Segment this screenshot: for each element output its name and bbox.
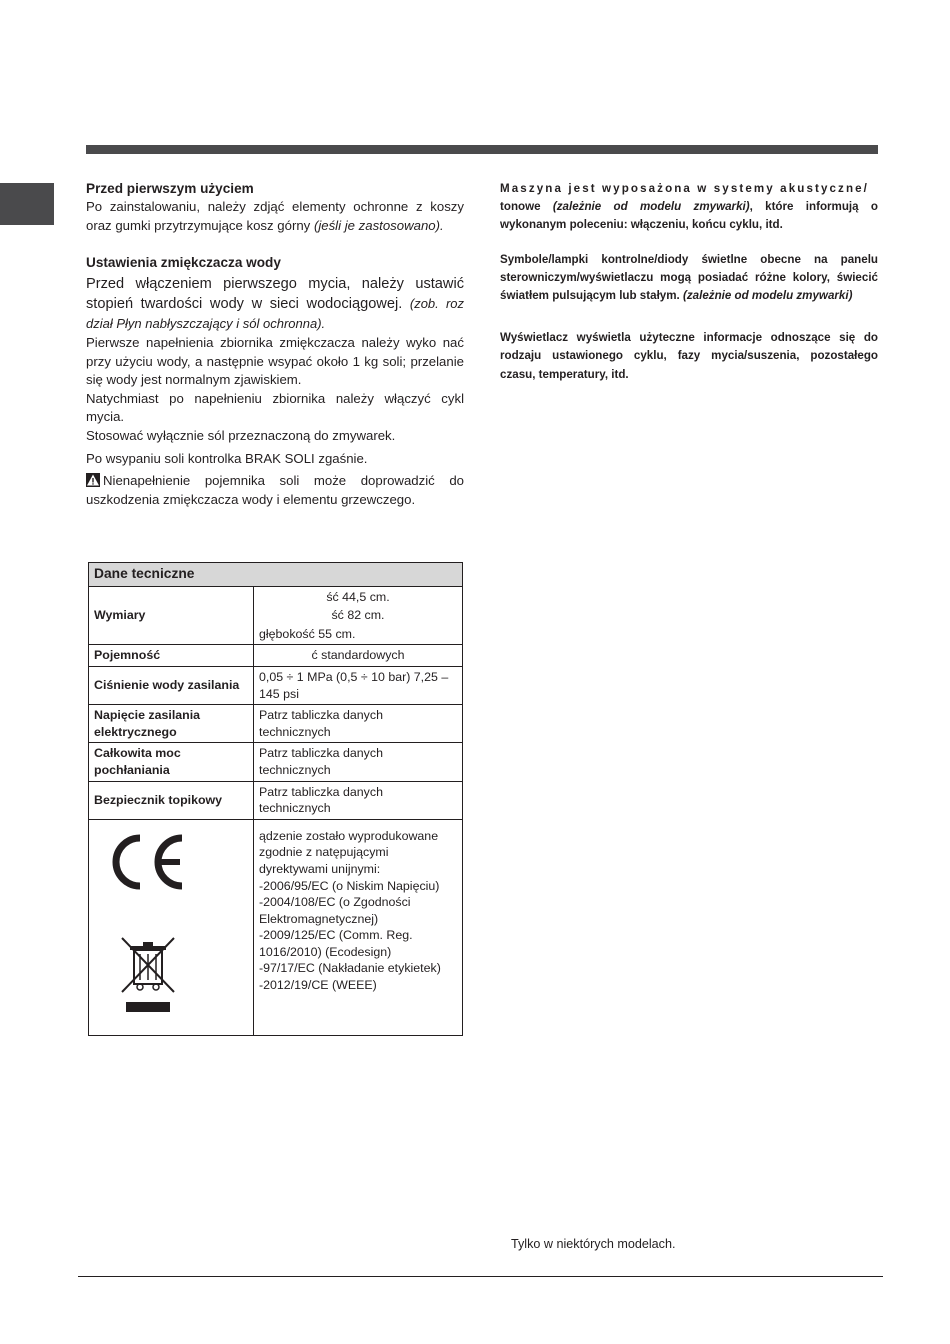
directive-item: -2012/19/CE (WEEE)	[259, 978, 377, 993]
row-label: Pojemność	[89, 645, 254, 667]
heading-water-softener: Ustawienia zmiękczacza wody	[86, 255, 281, 270]
row-label: Wymiary	[89, 586, 254, 645]
table-row	[89, 705, 463, 743]
compliance-icons-cell	[89, 819, 254, 1035]
directive-item: -2009/125/EC (Comm. Reg. 1016/2010) (Ecodesign)	[259, 928, 413, 959]
compliance-text-cell	[254, 819, 463, 1035]
section-first-use	[86, 180, 464, 235]
crossed-bin-icon	[118, 936, 178, 1016]
directive-item: -97/17/EC (Nakładanie etykietek)	[259, 961, 441, 976]
row-value: Patrz tabliczka danych technicznych	[254, 743, 463, 781]
technical-data-table	[88, 562, 463, 1036]
row-label: Bezpiecznik topikowy	[89, 781, 254, 819]
footnote: Tylko w niektórych modelach.	[511, 1237, 676, 1251]
softener-p3: Natychmiast po napełnieniu zbiornika należy włączyć cykl mycia.	[86, 390, 464, 425]
row-value: 0,05 ÷ 1 MPa (0,5 ÷ 10 bar) 7,25 – 145 psi	[254, 666, 463, 704]
header-rule	[86, 145, 878, 154]
signals-p3: Wyświetlacz wyświetla użyteczne informacje odnoszące się do rodzaju ustawionego cyklu, fazy mycia/suszenia, pozostałego czasu, temperatury, itd.	[500, 331, 878, 381]
table-title: Dane tecniczne	[89, 563, 463, 587]
signals-p1-line1: Maszyna jest wyposażona w systemy akustyczne/	[500, 182, 870, 195]
row-value: Patrz tabliczka danych technicznych	[254, 705, 463, 743]
softener-p5: Po wsypaniu soli kontrolka BRAK SOLI zgaśnie.	[86, 450, 368, 466]
row-label: Napięcie zasilania elektrycznego	[89, 705, 254, 743]
row-label: Całkowita moc pochłaniania	[89, 743, 254, 781]
signals-p1: tonowe (zależnie od modelu zmywarki), które informują o wykonanym poleceniu: włączeniu, końcu cyklu, itd.	[500, 200, 878, 232]
compliance-intro: ądzenie zostało wyprodukowane zgodnie z natępującymi dyrektywami unijnymi:	[259, 828, 439, 876]
heading-first-use: Przed pierwszym użyciem	[86, 181, 254, 196]
table-row	[89, 645, 463, 667]
directive-item: -2006/95/EC (o Niskim Napięciu)	[259, 878, 440, 893]
softener-warning: Nienapełnienie pojemnika soli może doprowadzić do uszkodzenia zmiękczacza wody i elementu grzewczego.	[86, 473, 464, 507]
table-row	[89, 781, 463, 819]
section-signals	[500, 180, 878, 384]
row-label: Ciśnienie wody zasilania	[89, 666, 254, 704]
table-row	[89, 666, 463, 704]
compliance-row	[89, 819, 463, 1035]
language-tab-marker	[0, 183, 54, 225]
ce-mark-icon	[108, 832, 188, 892]
table-row	[89, 586, 463, 645]
section-water-softener	[86, 254, 464, 509]
row-value: ść 44,5 cm. ść 82 cm. głębokość 55 cm.	[254, 586, 463, 645]
directive-item: -2004/108/EC (o Zgodności Elektromagnetycznej)	[259, 895, 411, 926]
softener-p4: Stosować wyłącznie sól przeznaczoną do zmywarek.	[86, 428, 396, 444]
warning-triangle-icon	[86, 473, 100, 487]
row-value: ć standardowych	[254, 645, 463, 667]
table-header-row	[89, 563, 463, 587]
softener-p2: Pierwsze napełnienia zbiornika zmiękczacza należy wyko nać przy użyciu wody, a następnie wsypać około 1 kg soli; przelanie się wody jest normalnym zjawiskiem.	[86, 335, 464, 388]
signals-p2: Symbole/lampki kontrolne/diody świetlne obecne na panelu sterowniczym/wyświetlaczu mogą posiadać różne kolory, świecić światłem pulsującym lub stałym. (zależnie od modelu zmywarki)	[500, 252, 878, 303]
row-value: Patrz tabliczka danych technicznych	[254, 781, 463, 819]
first-use-text: Po zainstalowaniu, należy zdjąć elementy ochronne z koszy oraz gumki przytrzymujące kosz górny (jeśli je zastosowano).	[86, 199, 464, 233]
footer-rule	[78, 1276, 883, 1277]
table-row	[89, 743, 463, 781]
softener-p1: Przed włączeniem pierwszego mycia, należy ustawić stopień twardości wody w sieci wodociągowej. (zob. roz dział Płyn nabłyszczający i sól ochronna).	[86, 276, 464, 332]
